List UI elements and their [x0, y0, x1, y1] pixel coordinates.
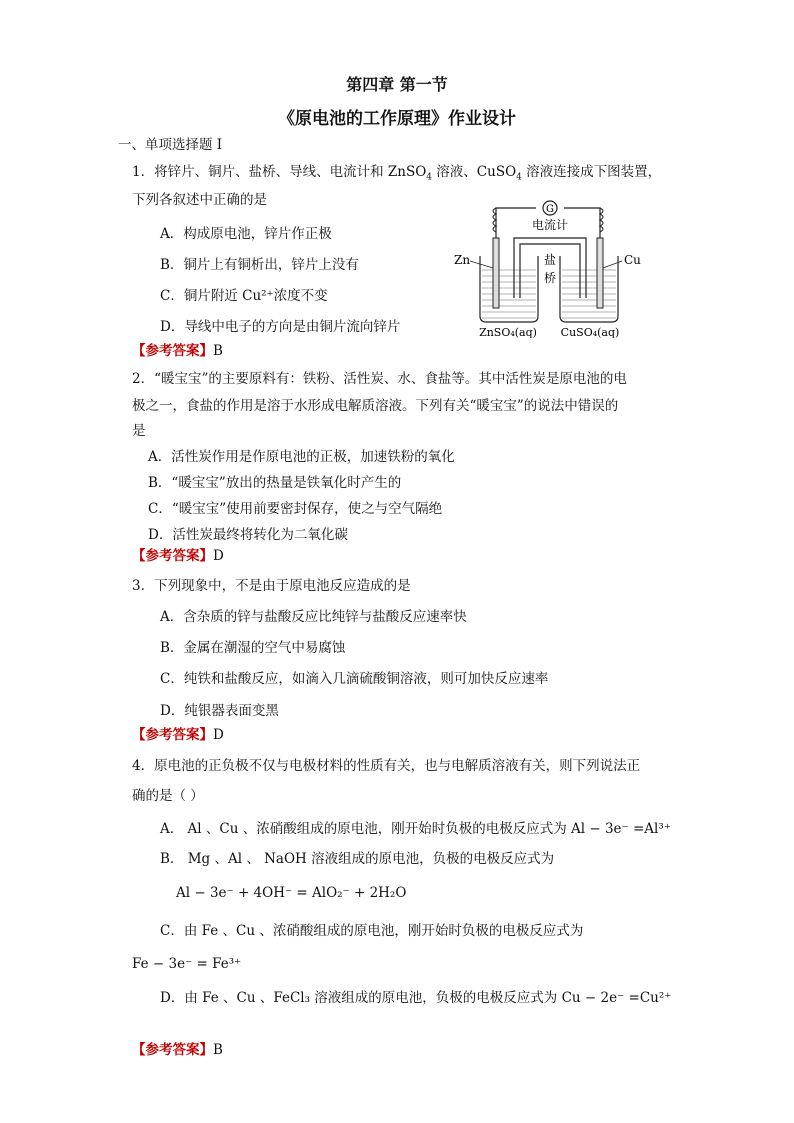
q2-stem-line1: 2．“暖宝宝”的主要原料有：铁粉、活性炭、水、食盐等。其中活性炭是原电池的电: [132, 371, 627, 387]
q2-option-b: B．“暖宝宝”放出的热量是铁氧化时产生的: [148, 475, 402, 491]
right-solution-label: CuSO₄(aq): [560, 326, 620, 338]
q3-option-a: A．含杂质的锌与盐酸反应比纯锌与盐酸反应速率快: [160, 609, 467, 625]
copper-label: Cu: [624, 253, 641, 267]
q2-stem-line2: 极之一，食盐的作用是溶于水形成电解质溶液。下列有关“暖宝宝”的说法中错误的: [132, 398, 619, 414]
meter-label: 电流计: [531, 218, 569, 232]
q1-answer: 【参考答案】B: [132, 343, 223, 359]
q1-stem-line1: 1．将锌片、铜片、盐桥、导线、电流计和 ZnSO$_4$ 溶液、CuSO$_4$ 溶液连接成下图装置，: [132, 164, 662, 183]
galvanometer-label: G: [546, 204, 554, 215]
bridge-label-2: 桥: [543, 271, 557, 285]
q1-stem-line2: 下列各叙述中正确的是: [132, 192, 267, 208]
q2-option-c: C．“暖宝宝”使用前要密封保存，使之与空气隔绝: [148, 501, 443, 517]
q4-option-c: C．由 Fe 、Cu 、浓硝酸组成的原电池，刚开始时负极的电极反应式为: [160, 923, 584, 939]
q4-option-d: D．由 Fe 、Cu 、FeCl₃ 溶液组成的原电池，负极的电极反应式为 Cu − 2e⁻ =Cu²⁺: [160, 990, 672, 1006]
copper-electrode: [597, 238, 603, 308]
page-title: 《原电池的工作原理》作业设计: [278, 109, 516, 129]
q4-stem-line2: 确的是（ ）: [132, 788, 204, 804]
bridge-label-1: 盐: [543, 253, 557, 267]
q2-option-a: A．活性炭作用是作原电池的正极，加速铁粉的氧化: [148, 449, 455, 465]
q1-option-a: A．构成原电池，锌片作正极: [160, 226, 332, 242]
q4-option-c-formula: Fe − 3e⁻ = Fe³⁺: [132, 956, 242, 972]
q1-option-b: B．铜片上有铜析出，锌片上没有: [160, 257, 359, 273]
q3-answer: 【参考答案】D: [132, 727, 224, 743]
chapter-heading: 第四章 第一节: [346, 75, 448, 94]
left-solution-label: ZnSO₄(aq): [479, 326, 537, 338]
galvanic-cell-diagram: [450, 198, 650, 338]
q3-stem: 3．下列现象中，不是由于原电池反应造成的是: [132, 578, 411, 594]
q3-option-b: B．金属在潮湿的空气中易腐蚀: [160, 640, 346, 656]
q3-option-c: C．纯铁和盐酸反应，如滴入几滴硫酸铜溶液，则可加快反应速率: [160, 671, 549, 687]
q2-stem-line3: 是: [132, 423, 146, 439]
q1-option-c: C．铜片附近 Cu²⁺浓度不变: [160, 288, 328, 304]
zinc-electrode: [493, 238, 499, 308]
q4-option-b-formula: Al − 3e⁻ + 4OH⁻ = AlO₂⁻ + 2H₂O: [176, 885, 407, 901]
wire-right: [564, 208, 600, 240]
q2-option-d: D．活性炭最终将转化为二氧化碳: [148, 527, 348, 543]
q4-option-b: B． Mg 、Al 、 NaOH 溶液组成的原电池，负极的电极反应式为: [160, 851, 555, 867]
q4-option-a: A． Al 、Cu 、浓硝酸组成的原电池，刚开始时负极的电极反应式为 Al − 3e⁻ =Al³⁺: [160, 821, 671, 837]
wire-left: [496, 208, 536, 240]
section-heading: 一、单项选择题 I: [118, 137, 223, 153]
q4-stem-line1: 4．原电池的正负极不仅与电极材料的性质有关，也与电解质溶液有关，则下列说法正: [132, 758, 641, 774]
q2-answer: 【参考答案】D: [132, 548, 224, 564]
q3-option-d: D．纯银器表面变黑: [160, 703, 279, 719]
zinc-label: Zn: [454, 253, 471, 267]
q1-option-d: D．导线中电子的方向是由铜片流向锌片: [160, 319, 401, 335]
q4-answer: 【参考答案】B: [132, 1042, 223, 1058]
